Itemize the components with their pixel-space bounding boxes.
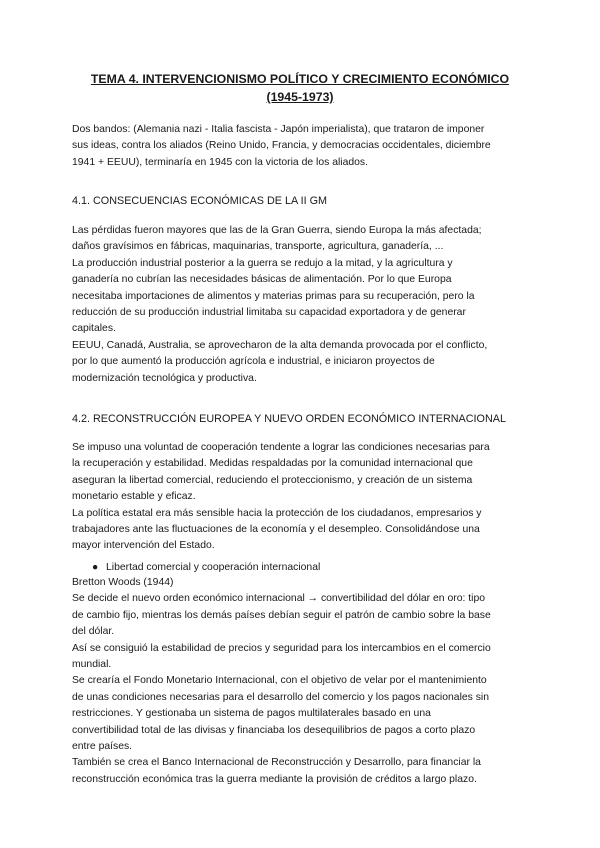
- text-line: mayor intervención del Estado.: [72, 540, 215, 552]
- bullet-text: Libertad comercial y cooperación internacional: [106, 562, 321, 573]
- text-line: Se impuso una voluntad de cooperación tendente a lograr las condiciones necesarias para: [72, 442, 490, 453]
- text-line: modernización tecnológica y productiva.: [72, 372, 257, 384]
- text-line: La producción industrial posterior a la guerra se redujo a la mitad, y la agricultura y: [72, 257, 453, 269]
- text-line: Se crearía el Fondo Monetario Internacional, con el objetivo de velar por el mantenimiento: [72, 675, 487, 687]
- title-line-1: TEMA 4. INTERVENCIONISMO POLÍTICO Y CRECIMIENTO ECONÓMICO: [90, 72, 510, 86]
- document-title: [72, 70, 528, 106]
- text-line: de unas condiciones necesarias para el desarrollo del comercio y los pagos nacionales sin: [72, 691, 490, 703]
- title-line-2: (1945-1973): [266, 90, 334, 104]
- text-line: Las pérdidas fueron mayores que las de la Gran Guerra, siendo Europa la más afectada;: [72, 225, 482, 236]
- section-heading-4-2: 4.2. RECONSTRUCCIÓN EUROPEA Y NUEVO ORDEN ECONÓMICO INTERNACIONAL: [72, 413, 506, 425]
- text-line: capitales.: [72, 323, 116, 335]
- text-line: convertibilidad total de las divisas y financiaba los desequilibrios de pagos a corto plazo: [72, 724, 476, 736]
- section2-paragraph-2: [72, 575, 532, 788]
- text-line: También se crea el Banco Internacional de Reconstrucción y Desarrollo, para financiar la: [72, 757, 481, 769]
- text-line: mundial.: [72, 659, 112, 671]
- text-line: EEUU, Canadá, Australia, se aprovecharon de la alta demanda provocada por el conflicto,: [72, 340, 488, 351]
- text-line: de cambio fijo, mientras los demás países debían seguir el patrón de cambio sobre la base: [72, 609, 491, 621]
- text-line: Dos bandos: (Alemania nazi - Italia fascista - Japón imperialista), que trataron de imponer: [72, 124, 485, 135]
- bullet-icon: ●: [92, 562, 99, 573]
- text-line: restricciones. Y gestionaba un sistema de pagos multilaterales basado en una: [72, 708, 431, 720]
- text-line: ganadería no cubrían las necesidades básicas de alimentación. Por lo que Europa: [72, 274, 452, 286]
- text-line: sus ideas, contra los aliados (Reino Unido, Francia, y democracias occidentales, diciembre: [72, 140, 491, 152]
- text-line: entre países.: [72, 741, 133, 753]
- text-line: reconstrucción económica tras la guerra mediante la provisión de créditos a largo plazo.: [72, 773, 477, 785]
- text-line: 1941 + EEUU), terminaría en 1945 con la victoria de los aliados.: [72, 156, 369, 168]
- section-heading-4-1: 4.1. CONSECUENCIAS ECONÓMICAS DE LA II GM: [72, 195, 327, 207]
- text-line: La política estatal era más sensible hacia la protección de los ciudadanos, empresarios y: [72, 507, 482, 519]
- text-line: Se decide el nuevo orden económico internacional → convertibilidad del dólar en oro: tipo: [72, 593, 485, 605]
- text-line: reducción de su producción industrial limitaba su capacidad exportadora y de generar: [72, 307, 466, 319]
- text-line: del dólar.: [72, 626, 115, 638]
- section2-paragraph-1: [72, 440, 532, 555]
- text-line: monetario estable y eficaz.: [72, 491, 196, 503]
- intro-paragraph: [72, 122, 532, 171]
- text-line: aseguran la libertad comercial, reduciendo el proteccionismo, y creación de un sistema: [72, 474, 473, 486]
- section1-paragraph-2: [72, 338, 532, 387]
- text-line: por lo que aumentó la producción agrícola e industrial, e iniciaron proyectos de: [72, 356, 435, 368]
- section1-paragraph-1: [72, 223, 532, 338]
- text-line: trabajadores ante las fluctuaciones de la economía y el desempleo. Consolidándose una: [72, 524, 480, 536]
- text-line: Así se consiguió la estabilidad de precios y seguridad para los intercambios en el comercio: [72, 642, 491, 654]
- text-line: Bretton Woods (1944): [72, 577, 174, 588]
- text-line: necesitaba importaciones de alimentos y materias primas para su recuperación, pero la: [72, 290, 475, 302]
- text-line: daños gravísimos en fábricas, maquinarias, transporte, agricultura, ganadería, ...: [72, 241, 444, 253]
- text-line: la recuperación y estabilidad. Medidas respaldadas por la comunidad internacional que: [72, 458, 473, 470]
